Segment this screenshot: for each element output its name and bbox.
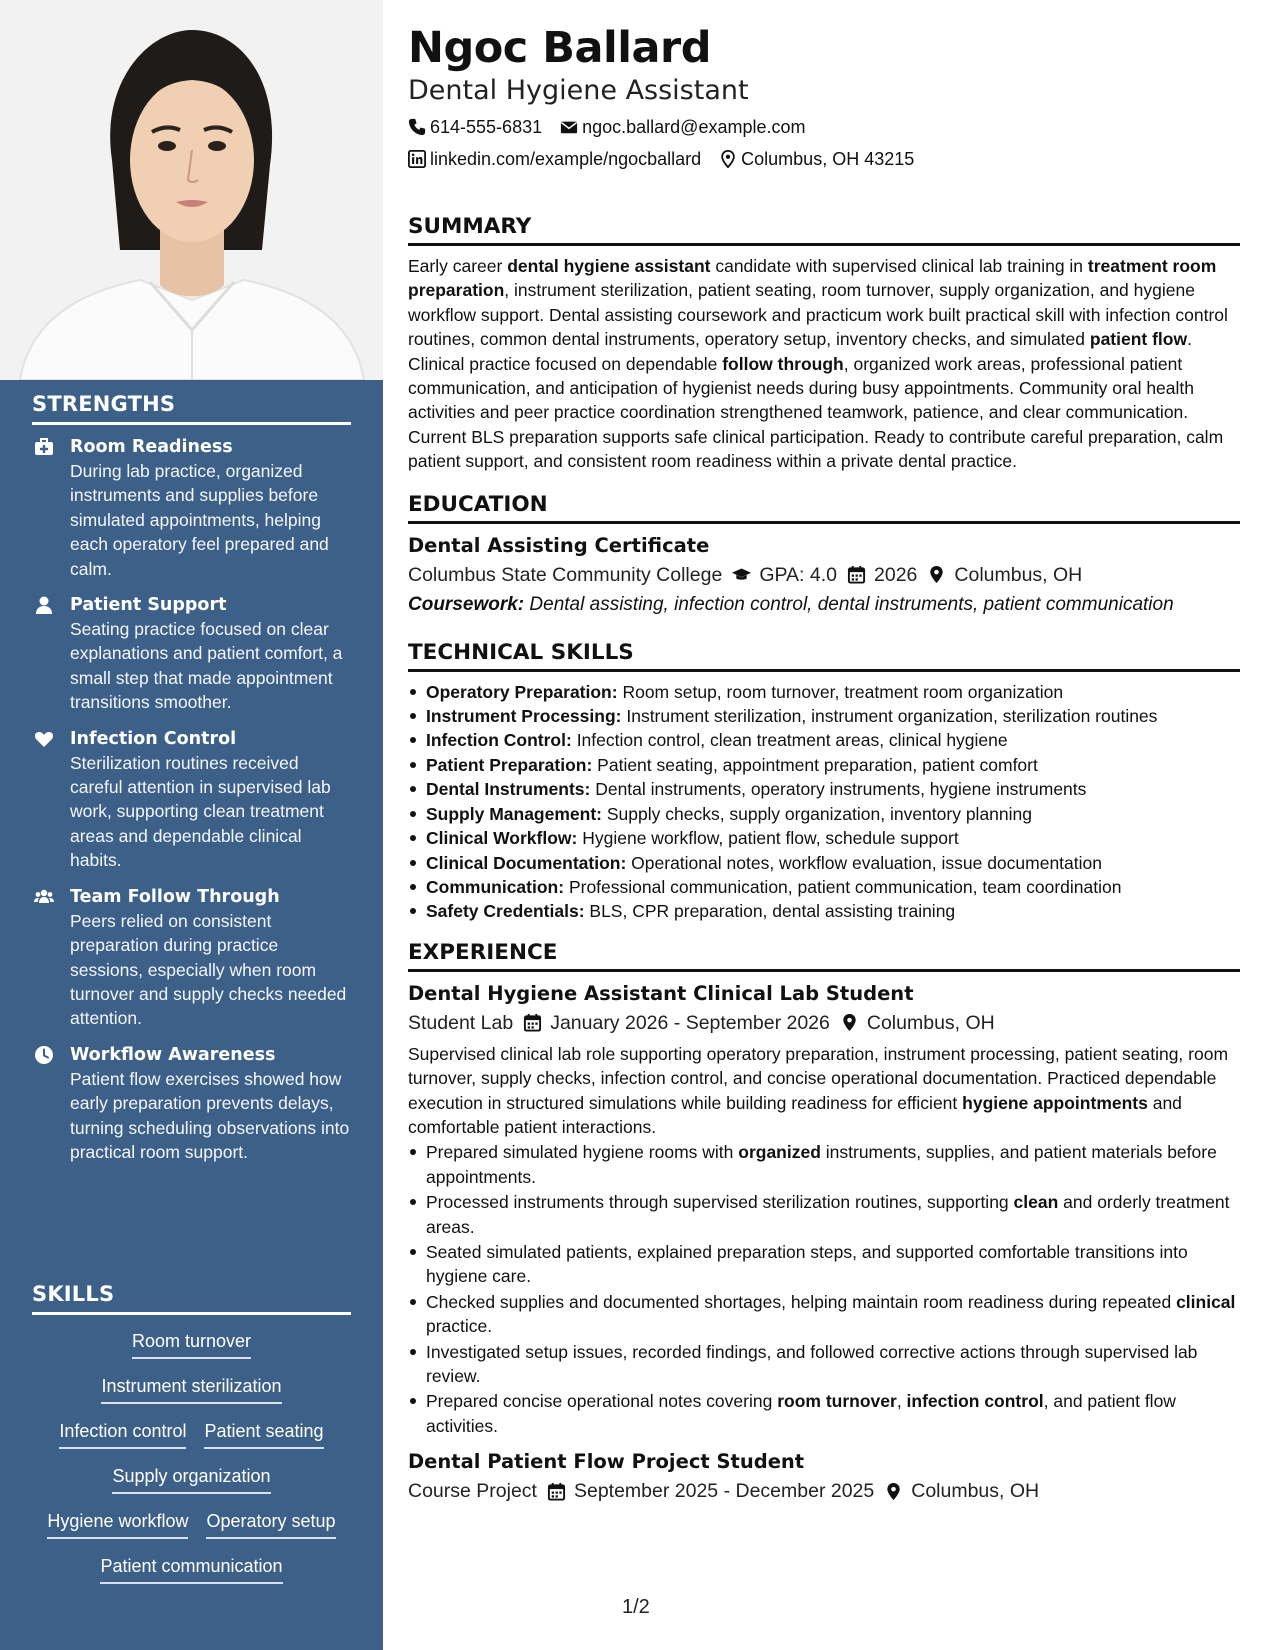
profile-photo	[0, 0, 383, 380]
skills-section	[32, 1282, 351, 1599]
job-location-text: Columbus, OH	[911, 1480, 1040, 1503]
list-item	[408, 1340, 1240, 1389]
contact-row	[408, 144, 1240, 174]
experience-section	[408, 940, 1240, 1507]
calendar-icon	[847, 565, 866, 584]
job-dates-text: January 2026 - September 2026	[550, 1011, 830, 1034]
list-item	[408, 753, 1240, 777]
text-run: Supervised clinical lab role supporting operatory preparation, instrument processing, patient seating, room turnover, supply checks, infection control, and concise operational documentation. Practiced dependable execution in structured simulations while building readiness for efficient	[408, 1043, 1229, 1113]
job-description	[408, 1042, 1240, 1140]
text-run: candidate with supervised clinical lab training in	[710, 256, 1088, 276]
skill-label: Infection Control:	[426, 730, 572, 751]
skill-tag: Patient seating	[204, 1419, 323, 1449]
strength-title: Patient Support	[70, 595, 227, 616]
skill-row	[32, 1419, 351, 1464]
envelope-icon	[560, 118, 578, 136]
job-entry	[408, 1448, 1240, 1506]
contact-row	[408, 112, 1240, 142]
skill-row	[32, 1554, 351, 1599]
school-name: Columbus State Community College	[408, 563, 723, 586]
job-location	[840, 1008, 995, 1038]
list-item	[408, 899, 1240, 923]
phone-icon	[408, 118, 426, 136]
strength-title: Team Follow Through	[70, 886, 280, 907]
list-item	[408, 1389, 1240, 1438]
education-heading: EDUCATION	[408, 492, 1240, 524]
email-text: ngoc.ballard@example.com	[582, 117, 806, 137]
coursework-label: Coursework:	[408, 593, 525, 615]
skill-value: Supply checks, supply organization, inventory planning	[606, 803, 1032, 824]
skill-value: Operational notes, workflow evaluation, issue documentation	[631, 852, 1102, 873]
job-meta	[408, 1476, 1240, 1506]
text-run: instruments, supplies, and patient materials before appointments.	[426, 1142, 1217, 1187]
gpa-text: GPA: 4.0	[759, 563, 837, 586]
map-pin-icon	[927, 565, 946, 584]
strengths-heading: STRENGTHS	[32, 392, 351, 425]
calendar-icon	[523, 1013, 542, 1032]
technical-skills-section	[408, 640, 1240, 924]
skill-label: Clinical Documentation:	[426, 852, 627, 873]
skill-label: Safety Credentials:	[426, 901, 585, 922]
job-location	[884, 1476, 1039, 1506]
bold-text: organized	[738, 1142, 821, 1163]
experience-heading: EXPERIENCE	[408, 940, 1240, 972]
skill-value: Professional communication, patient communication, team coordination	[568, 876, 1122, 897]
skill-row	[32, 1464, 351, 1509]
text-run: , and patient flow activities.	[426, 1391, 1176, 1436]
bold-text: follow through	[722, 353, 844, 374]
text-run: Prepared simulated hygiene rooms with	[426, 1142, 739, 1163]
main-content	[408, 22, 1240, 1506]
school-location	[927, 560, 1082, 590]
location	[719, 144, 914, 174]
strength-item	[32, 593, 351, 715]
skill-value: Patient seating, appointment preparation, patient comfort	[597, 754, 1038, 775]
bold-text: dental hygiene assistant	[507, 256, 711, 276]
skill-label: Instrument Processing:	[426, 706, 622, 727]
text-run: . Clinical practice focused on dependable	[408, 329, 1192, 374]
list-item	[408, 826, 1240, 850]
text-run: practice.	[426, 1316, 493, 1337]
strength-title: Workflow Awareness	[70, 1044, 276, 1065]
phone-text: 614-555-6831	[430, 117, 543, 137]
skill-row	[32, 1374, 351, 1419]
skill-value: Instrument sterilization, instrument organization, sterilization routines	[626, 706, 1158, 727]
candidate-title: Dental Hygiene Assistant	[408, 75, 749, 106]
technical-skills-heading: TECHNICAL SKILLS	[408, 640, 1240, 672]
text-run: , organized work areas, professional patient communication, and anticipation of hygienist needs during busy appointments. Community oral health activities and peer practice coordination strengthened teamwork, patience, and clear communication. Current BLS preparation supports safe clinical participation. Ready to contribute careful preparation, calm patient support, and consistent room readiness within a private dental practice.	[408, 353, 1224, 472]
skill-tag: Patient communication	[100, 1554, 282, 1584]
skill-tag: Supply organization	[112, 1464, 270, 1494]
coursework	[408, 590, 1240, 620]
list-item	[408, 680, 1240, 704]
text-run: Processed instruments through supervised sterilization routines, supporting	[426, 1192, 1014, 1213]
bold-text: infection control	[906, 1391, 1044, 1412]
skill-label: Supply Management:	[426, 803, 602, 824]
strength-text: During lab practice, organized instruments and supplies before simulated appointments, helping each operatory feel prepared and calm.	[70, 461, 329, 579]
list-item	[408, 1240, 1240, 1289]
map-pin-icon	[719, 150, 737, 168]
job-dates-text: September 2025 - December 2025	[573, 1480, 875, 1503]
job-dates	[547, 1476, 874, 1506]
summary-heading: SUMMARY	[408, 214, 1240, 246]
skill-tag: Room turnover	[132, 1329, 251, 1359]
list-item	[408, 728, 1240, 752]
linkedin[interactable]	[408, 144, 701, 174]
skill-value: Hygiene workflow, patient flow, schedule support	[582, 828, 959, 849]
heart-icon	[34, 729, 54, 749]
phone[interactable]	[408, 112, 542, 142]
user-icon	[34, 595, 54, 615]
gpa	[732, 560, 837, 590]
strengths-section	[32, 392, 351, 1164]
education-section	[408, 492, 1240, 620]
job-org: Course Project	[408, 1480, 537, 1503]
calendar-icon	[547, 1482, 566, 1501]
list-item	[408, 1190, 1240, 1239]
skill-value: Room setup, room turnover, treatment room organization	[622, 681, 1064, 702]
strength-text: Peers relied on consistent preparation during practice sessions, especially when room turnover and supply checks needed attention.	[70, 910, 347, 1029]
school-location-text: Columbus, OH	[954, 563, 1083, 586]
summary-section	[408, 214, 1240, 474]
sidebar	[0, 0, 383, 1650]
technical-skills-list	[408, 680, 1240, 924]
first-aid-kit-icon	[34, 437, 54, 457]
job-location-text: Columbus, OH	[866, 1011, 995, 1034]
strength-title: Infection Control	[70, 728, 237, 749]
skill-tag: Operatory setup	[206, 1509, 335, 1539]
grad-year	[847, 560, 917, 590]
skill-tag: Instrument sterilization	[101, 1374, 281, 1404]
text-run: , instrument sterilization, patient seating, room turnover, supply organization, and hygiene workflow support. Dental assisting coursework and practicum work built practical skill with infection control routines, common dental instruments, operatory setup, inventory checks, and simulated	[408, 280, 1228, 350]
skill-tag: Hygiene workflow	[47, 1509, 188, 1539]
bold-text: hygiene appointments	[962, 1092, 1148, 1113]
users-icon	[34, 887, 54, 907]
strength-title: Room Readiness	[70, 437, 233, 457]
skill-row	[32, 1509, 351, 1554]
text-run: and comfortable patient interactions.	[408, 1092, 1182, 1137]
coursework-text: Dental assisting, infection control, dental instruments, patient communication	[529, 593, 1174, 615]
job-org: Student Lab	[408, 1011, 514, 1034]
skill-label: Operatory Preparation:	[426, 681, 618, 702]
skills-list	[32, 1329, 351, 1599]
skill-value: BLS, CPR preparation, dental assisting training	[589, 901, 956, 922]
location-text: Columbus, OH 43215	[741, 149, 915, 169]
text-run: Checked supplies and documented shortages, helping maintain room readiness during repeated	[426, 1291, 1177, 1312]
job-title: Dental Patient Flow Project Student	[408, 1450, 805, 1474]
candidate-name: Ngoc Ballard	[408, 23, 712, 73]
text-run: and orderly treatment areas.	[426, 1192, 1230, 1237]
strength-text: Sterilization routines received careful attention in supervised lab work, supporting clean treatment areas and dependable clinical habits.	[70, 752, 331, 871]
email[interactable]	[560, 112, 805, 142]
bold-text: treatment room preparation	[408, 256, 1217, 301]
bold-text: clean	[1013, 1192, 1059, 1213]
list-item	[408, 704, 1240, 728]
job-title: Dental Hygiene Assistant Clinical Lab Student	[408, 981, 914, 1005]
bold-text: patient flow	[1089, 329, 1188, 350]
list-item	[408, 875, 1240, 899]
text-run: ,	[896, 1391, 907, 1412]
skill-label: Patient Preparation:	[426, 754, 593, 775]
grad-year-text: 2026	[874, 563, 918, 586]
skill-value: Dental instruments, operatory instruments, hygiene instruments	[595, 779, 1087, 800]
list-item	[408, 802, 1240, 826]
strength-item	[32, 727, 351, 873]
skill-label: Clinical Workflow:	[426, 828, 578, 849]
job-entry	[408, 980, 1240, 1439]
graduation-cap-icon	[732, 565, 751, 584]
list-item	[408, 851, 1240, 875]
list-item	[408, 1140, 1240, 1189]
job-dates	[523, 1008, 830, 1038]
skill-label: Communication:	[426, 876, 565, 897]
map-pin-icon	[884, 1482, 903, 1501]
list-item	[408, 1290, 1240, 1339]
skill-value: Infection control, clean treatment areas, clinical hygiene	[576, 730, 1008, 751]
skill-tag: Infection control	[59, 1419, 186, 1449]
bold-text: room turnover	[777, 1391, 897, 1412]
job-bullets	[408, 1140, 1240, 1438]
strength-item	[32, 1043, 351, 1165]
strength-text: Patient flow exercises showed how early preparation prevents delays, turning scheduling observations into practical room support.	[70, 1068, 350, 1162]
text-run: Seated simulated patients, explained preparation steps, and supported comfortable transitions into hygiene care.	[426, 1241, 1188, 1287]
strength-text: Seating practice focused on clear explanations and patient comfort, a small step that made appointment transitions smoother.	[70, 619, 343, 713]
list-item	[408, 777, 1240, 801]
text-run: Early career	[408, 256, 508, 276]
map-pin-icon	[840, 1013, 859, 1032]
linkedin-text: linkedin.com/example/ngocballard	[430, 149, 702, 169]
skills-heading: SKILLS	[32, 1282, 351, 1315]
linkedin-icon	[408, 150, 426, 168]
skill-row	[32, 1329, 351, 1374]
page-number: 1/2	[622, 1596, 650, 1618]
summary-text	[408, 254, 1240, 474]
education-meta	[408, 560, 1240, 590]
strength-item	[32, 435, 351, 581]
strength-item	[32, 885, 351, 1031]
clock-icon	[34, 1045, 54, 1065]
job-meta	[408, 1008, 1240, 1038]
skill-label: Dental Instruments:	[426, 779, 591, 800]
text-run: Investigated setup issues, recorded findings, and followed corrective actions through supervised lab review.	[426, 1341, 1198, 1386]
bold-text: clinical	[1176, 1291, 1236, 1312]
text-run: Prepared concise operational notes covering	[426, 1391, 778, 1412]
degree-title: Dental Assisting Certificate	[408, 533, 710, 557]
